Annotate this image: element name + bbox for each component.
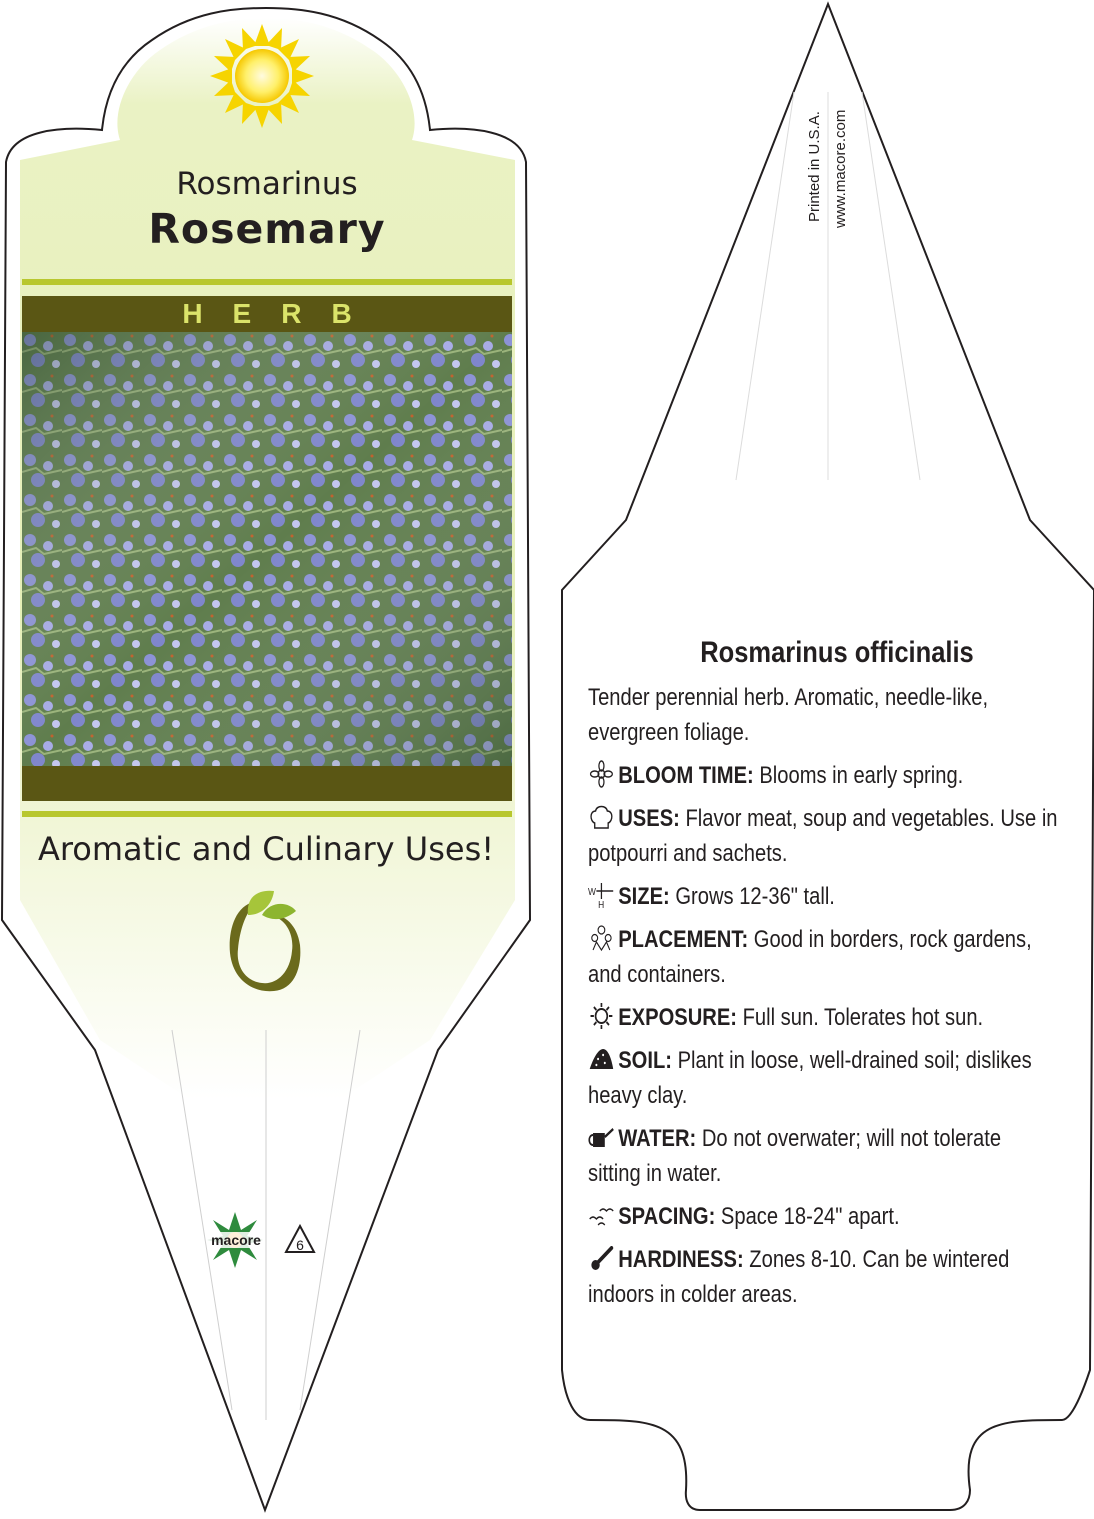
chef-hat-icon [588, 803, 615, 831]
sun-icon [588, 1002, 615, 1030]
flower-icon [588, 760, 615, 788]
botanical-name: Rosmarinus officinalis [700, 636, 974, 669]
category-label: HERB [182, 298, 382, 329]
recycle-code: 6 [296, 1237, 304, 1253]
watering-can-icon [588, 1123, 615, 1151]
birds-spacing-icon [588, 1201, 615, 1229]
care-soil: SOIL: Plant in loose, well-drained soil; dislikes heavy clay. [588, 1047, 1032, 1109]
macore-recycle-logo [205, 1210, 330, 1270]
soil-pile-icon [588, 1045, 615, 1073]
rosemary-photo [22, 332, 512, 766]
care-info [588, 636, 1068, 1312]
sun-icon-front [210, 24, 314, 128]
brand-name: macore [211, 1232, 261, 1248]
care-placement: PLACEMENT: Good in borders, rock gardens, and containers. [588, 926, 1032, 988]
plant-description: Tender perennial herb. Aromatic, needle-like, evergreen foliage. [588, 684, 989, 746]
care-exposure: EXPOSURE: Full sun. Tolerates hot sun. [588, 1000, 1058, 1035]
svg-text:H: H [598, 899, 605, 909]
care-size: W H SIZE: Grows 12-36" tall. [588, 883, 835, 910]
recycle-icon [286, 1226, 314, 1253]
care-hardiness: HARDINESS: Zones 8-10. Can be wintered indoors in colder areas. [588, 1246, 1010, 1308]
common-name: Rosemary [148, 205, 386, 253]
website-note: www.macore.com [832, 109, 849, 228]
svg-text:W: W [588, 886, 596, 898]
size-arrows-icon [588, 881, 615, 909]
care-uses: USES: Flavor meat, soup and vegetables. Use in potpourri and sachets. [588, 805, 1058, 867]
care-bloom-time: BLOOM TIME: Blooms in early spring. [588, 758, 1058, 793]
care-water: WATER: Do not overwater; will not tolerate sitting in water. [588, 1125, 1002, 1187]
flowers-placement-icon [588, 924, 615, 952]
thermometer-icon [588, 1244, 615, 1272]
tagline: Aromatic and Culinary Uses! [37, 830, 495, 868]
genus-name: Rosmarinus [176, 166, 358, 202]
care-spacing: SPACING: Space 18-24" apart. [588, 1199, 1058, 1234]
printed-in-note: Printed in U.S.A. [806, 111, 823, 222]
